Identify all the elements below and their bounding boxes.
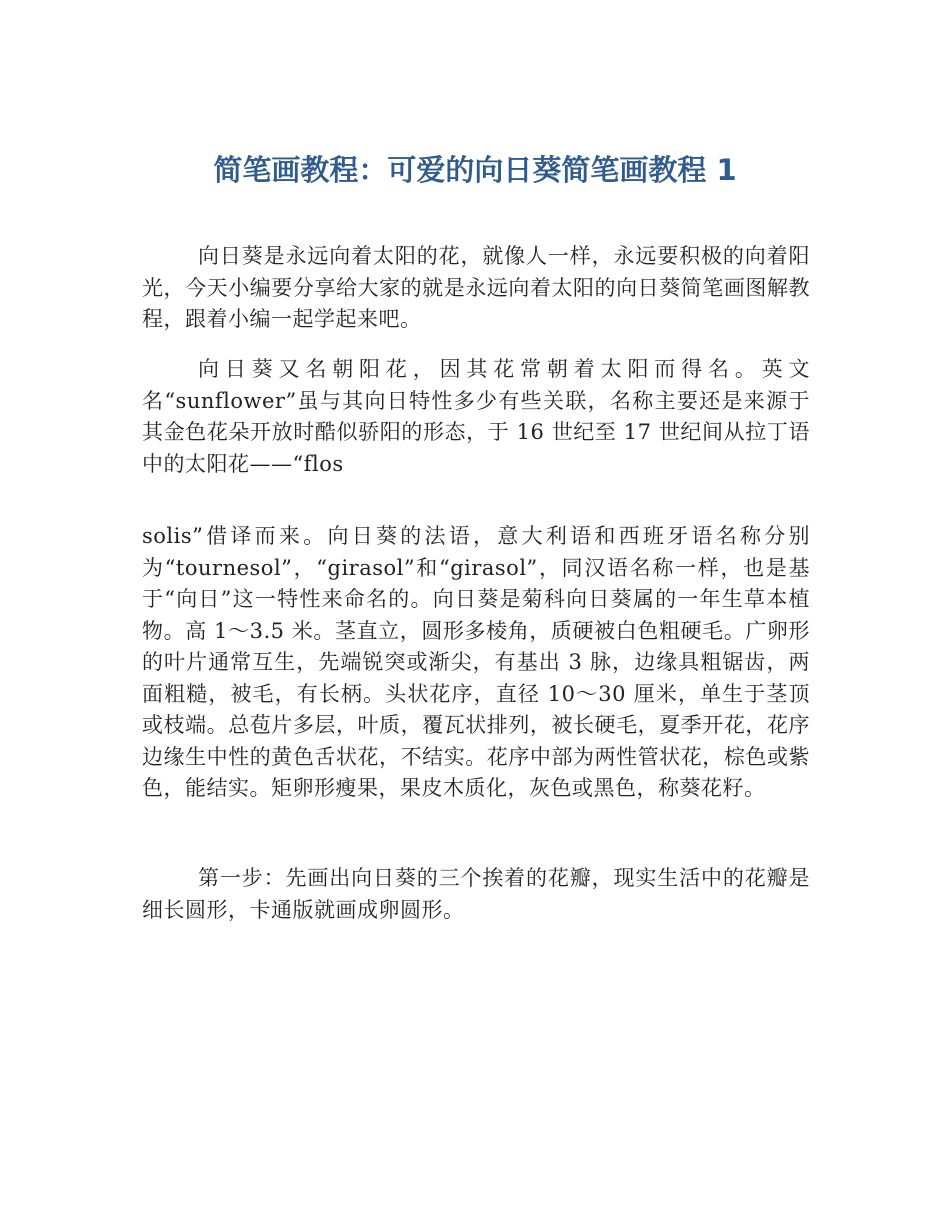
name-origin-paragraph: 向日葵又名朝阳花，因其花常朝着太阳而得名。英文名“sunflower”虽与其向日特性多少有些关联，名称主要还是来源于其金色花朵开放时酷似骄阳的形态，于 16 世纪至 17 世纪间从拉丁语中的太阳花——“flos xyxy=(142,357,810,476)
step-one-paragraph: 第一步：先画出向日葵的三个挨着的花瓣，现实生活中的花瓣是细长圆形，卡通版就画成卵圆形。 xyxy=(142,866,810,922)
intro-paragraph: 向日葵是永远向着太阳的花，就像人一样，永远要积极的向着阳光，今天小编要分享给大家的就是永远向着太阳的向日葵简笔画图解教程，跟着小编一起学起来吧。 xyxy=(142,244,810,331)
page-title: 简笔画教程：可爱的向日葵简笔画教程 1 xyxy=(213,153,737,187)
description-paragraph: solis”借译而来。向日葵的法语，意大利语和西班牙语名称分别为“tournesol”，“girasol”和“girasol”，同汉语名称一样，也是基于“向日”这一特性来命名的。向日葵是菊科向日葵属的一年生草本植物。高 1～3.5 米。茎直立，圆形多棱角，质硬被白色粗硬毛。广卵形的叶片通常互生，先端锐突或渐尖，有基出 3 脉，边缘具粗锯齿，两面粗糙，被毛，有长柄。头状花序，直径 10～30 厘米，单生于茎顶或枝端。总苞片多层，叶质，覆瓦状排列，被长硬毛，夏季开花，花序边缘生中性的黄色舌状花，不结实。花序中部为两性管状花，棕色或紫色，能结实。矩卵形瘦果，果皮木质化，灰色或黑色，称葵花籽。 xyxy=(142,524,810,800)
